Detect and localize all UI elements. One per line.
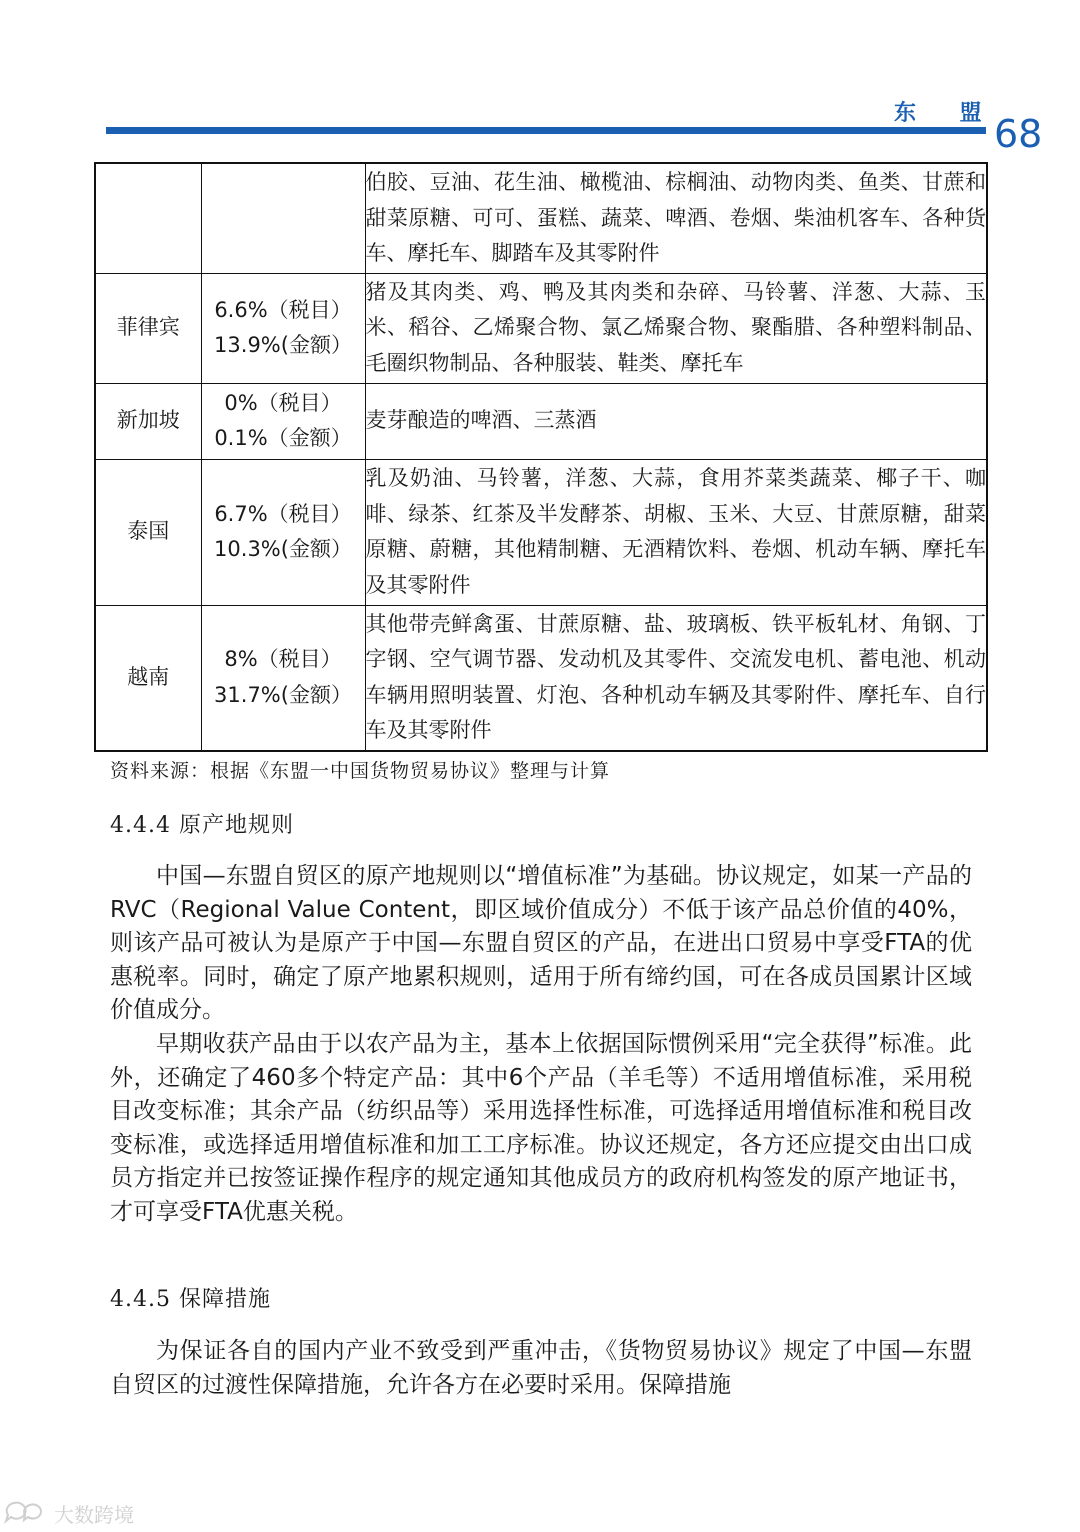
paragraph: 中国—东盟自贸区的原产地规则以“增值标准”为基础。协议规定，如某一产品的RVC（Regional Value Content，即区域价值成分）不低于该产品总价值的40%，则该产品可被认为是原产于中国—东盟自贸区的产品，在进出口贸易中享受FTA的优惠税率。同时，确定了原产地累积规则，适用于所有缔约国，可在各成员国累计区域价值成分。 bbox=[110, 863, 972, 1024]
products-cell: 麦芽酿造的啤酒、三蒸酒 bbox=[365, 383, 987, 459]
chat-bubble-logo-icon bbox=[4, 1500, 50, 1526]
country-cell bbox=[95, 163, 201, 273]
rate-cell bbox=[201, 383, 365, 459]
chapter-title: 东 盟 bbox=[894, 101, 1000, 126]
country-cell: 泰国 bbox=[95, 459, 201, 605]
table-row bbox=[95, 383, 987, 459]
country-cell: 越南 bbox=[95, 605, 201, 751]
rate-amount: 10.3%(金额） bbox=[214, 537, 352, 561]
rate-items: 6.6%（税目） bbox=[214, 297, 352, 322]
country-cell: 菲律宾 bbox=[95, 273, 201, 383]
section-heading-safeguards: 4.4.5 保障措施 bbox=[110, 1287, 271, 1312]
rate-cell bbox=[201, 163, 365, 273]
page-number: 68 bbox=[994, 112, 1043, 156]
paragraph: 为保证各自的国内产业不致受到严重冲击，《货物贸易协议》规定了中国—东盟自贸区的过渡性保障措施，允许各方在必要时采用。保障措施 bbox=[110, 1338, 972, 1398]
rate-items: 8%（税目） bbox=[224, 647, 342, 672]
table-row bbox=[95, 459, 987, 605]
rate-amount: 0.1%（金额） bbox=[214, 426, 352, 450]
rate-items: 6.7%（税目） bbox=[214, 501, 352, 526]
table-row bbox=[95, 605, 987, 751]
table-row bbox=[95, 273, 987, 383]
section-heading-origin-rules: 4.4.4 原产地规则 bbox=[110, 813, 294, 838]
watermark-text: 大数跨境 bbox=[54, 1502, 134, 1527]
rate-items: 0%（税目） bbox=[224, 390, 342, 415]
products-cell: 伯胶、豆油、花生油、橄榄油、棕榈油、动物肉类、鱼类、甘蔗和甜菜原糖、可可、蛋糕、蔬菜、啤酒、卷烟、柴油机客车、各种货车、摩托车、脚踏车及其零附件 bbox=[365, 163, 987, 273]
rate-amount: 13.9%(金额） bbox=[214, 333, 352, 357]
source-note: 资料来源：根据《东盟一中国货物贸易协议》整理与计算 bbox=[110, 760, 611, 782]
rate-cell bbox=[201, 273, 365, 383]
table-row bbox=[95, 163, 987, 273]
rate-cell bbox=[201, 605, 365, 751]
products-cell: 猪及其肉类、鸡、鸭及其肉类和杂碎、马铃薯、洋葱、大蒜、玉米、稻谷、乙烯聚合物、氯乙烯聚合物、聚酯腊、各种塑料制品、毛圈织物制品、各种服装、鞋类、摩托车 bbox=[365, 273, 987, 383]
country-cell: 新加坡 bbox=[95, 383, 201, 459]
paragraph: 早期收获产品由于以农产品为主，基本上依据国际惯例采用“完全获得”标准。此外，还确定了460多个特定产品：其中6个产品（羊毛等）不适用增值标准，采用税目改变标准；其余产品（纺织品等）采用选择性标准，可选择适用增值标准和税目改变标准，或选择适用增值标准和加工工序标准。协议还规定，各方还应提交由出口成员方指定并已按签证操作程序的规定通知其他成员方的政府机构签发的原产地证书，才可享受FTA优惠关税。 bbox=[110, 1031, 972, 1225]
rate-amount: 31.7%(金额） bbox=[214, 682, 352, 707]
products-cell: 其他带壳鲜禽蛋、甘蔗原糖、盐、玻璃板、铁平板轧材、角钢、丁字钢、空气调节器、发动机及其零件、交流发电机、蓄电池、机动车辆用照明装置、灯泡、各种机动车辆及其零附件、摩托车、自行车及其零附件 bbox=[365, 605, 987, 751]
tariff-table bbox=[94, 162, 988, 752]
rate-cell bbox=[201, 459, 365, 605]
products-cell: 乳及奶油、马铃薯，洋葱、大蒜，食用芥菜类蔬菜、椰子干、咖啡、绿茶、红茶及半发酵茶、胡椒、玉米、大豆、甘蔗原糖，甜菜原糖、蔚糖，其他精制糖、无酒精饮料、卷烟、机动车辆、摩托车及其零附件 bbox=[365, 459, 987, 605]
header-rule bbox=[106, 127, 986, 134]
watermark bbox=[4, 1498, 134, 1528]
